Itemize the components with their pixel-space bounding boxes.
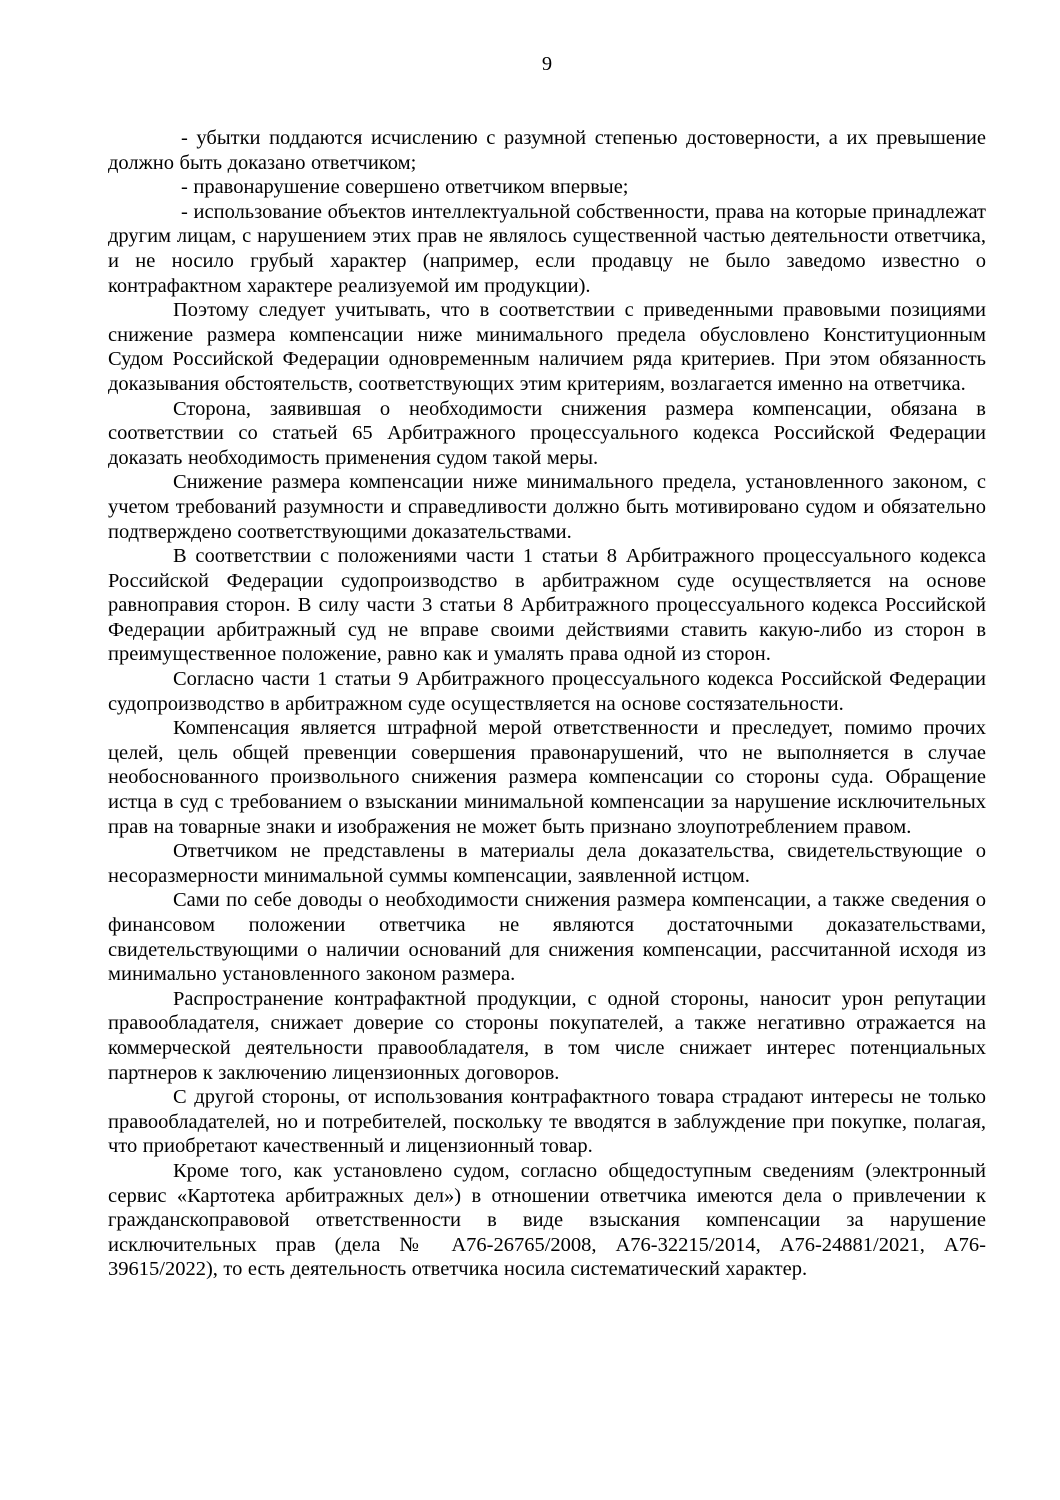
paragraph: С другой стороны, от использования контрафактного товара страдают интересы не только правообладателей, но и потребителей, поскольку те вводятся в заблуждение при покупке, полагая, что приобретают качественный и лицензионный товар. [108, 1086, 986, 1158]
paragraph: Снижение размера компенсации ниже минимального предела, установленного законом, с учетом требований разумности и справедливости должно быть мотивировано судом и обязательно подтверждено соответствующими доказательствами. [108, 471, 986, 543]
paragraph: Ответчиком не представлены в материалы дела доказательства, свидетельствующие о несоразмерности минимальной суммы компенсации, заявленной истцом. [108, 840, 986, 887]
paragraph: Сторона, заявившая о необходимости снижения размера компенсации, обязана в соответствии со статьей 65 Арбитражного процессуального кодекса Российской Федерации доказать необходимость применения судом такой меры. [108, 397, 986, 469]
paragraph: - убытки поддаются исчислению с разумной степенью достоверности, а их превышение должно быть доказано ответчиком; [108, 127, 986, 174]
paragraph: Согласно части 1 статьи 9 Арбитражного процессуального кодекса Российской Федерации судопроизводство в арбитражном суде осуществляется на основе состязательности. [108, 668, 986, 715]
paragraph: Поэтому следует учитывать, что в соответствии с приведенными правовыми позициями снижение размера компенсации ниже минимального предела обусловлено Конституционным Судом Российской Федерации одновременным наличием ряда критериев. При этом обязанность доказывания обстоятельств, соответствующих этим критериям, возлагается именно на ответчика. [108, 299, 986, 395]
paragraph: Кроме того, как установлено судом, согласно общедоступным сведениям (электронный сервис «Картотека арбитражных дел») в отношении ответчика имеются дела о привлечении к гражданскоправовой ответственности в виде взыскания компенсации за нарушение исключительных прав (дела № А76-26765/2008, А76-32215/2014, А76-24881/2021, А76-39615/2022), то есть деятельность ответчика носила систематический характер. [108, 1159, 986, 1281]
paragraph: Распространение контрафактной продукции, с одной стороны, наносит урон репутации правообладателя, снижает доверие со стороны покупателей, а также негативно отражается на коммерческой деятельности правообладателя, в том числе снижает интерес потенциальных партнеров к заключению лицензионных договоров. [108, 987, 986, 1084]
document-body [108, 126, 986, 1282]
paragraph: Сами по себе доводы о необходимости снижения размера компенсации, а также сведения о финансовом положении ответчика не являются достаточными доказательствами, свидетельствующими о наличии оснований для снижения компенсации, рассчитанной исходя из минимально установленного законом размера. [108, 889, 986, 986]
paragraph: В соответствии с положениями части 1 статьи 8 Арбитражного процессуального кодекса Российской Федерации судопроизводство в арбитражном суде осуществляется на основе равноправия сторон. В силу части 3 статьи 8 Арбитражного процессуального кодекса Российской Федерации арбитражный суд не вправе своими действиями ставить какую-либо из сторон в преимущественное положение, равно как и умалять права одной из сторон. [108, 545, 986, 666]
paragraph: Компенсация является штрафной мерой ответственности и преследует, помимо прочих целей, цель общей превенции совершения правонарушений, что не выполняется в случае необоснованного произвольного снижения размера компенсации со стороны суда. Обращение истца в суд с требованием о взыскании минимальной компенсации за нарушение исключительных прав на товарные знаки и изображения не может быть признано злоупотреблением правом. [108, 717, 986, 838]
paragraph: - использование объектов интеллектуальной собственности, права на которые принадлежат другим лицам, с нарушением этих прав не являлось существенной частью деятельности ответчика, и не носило грубый характер (например, если продавцу не было заведомо известно о контрафактном характере реализуемой им продукции). [108, 200, 986, 297]
page-number: 9 [541, 53, 553, 75]
paragraph: - правонарушение совершено ответчиком впервые; [181, 176, 629, 199]
